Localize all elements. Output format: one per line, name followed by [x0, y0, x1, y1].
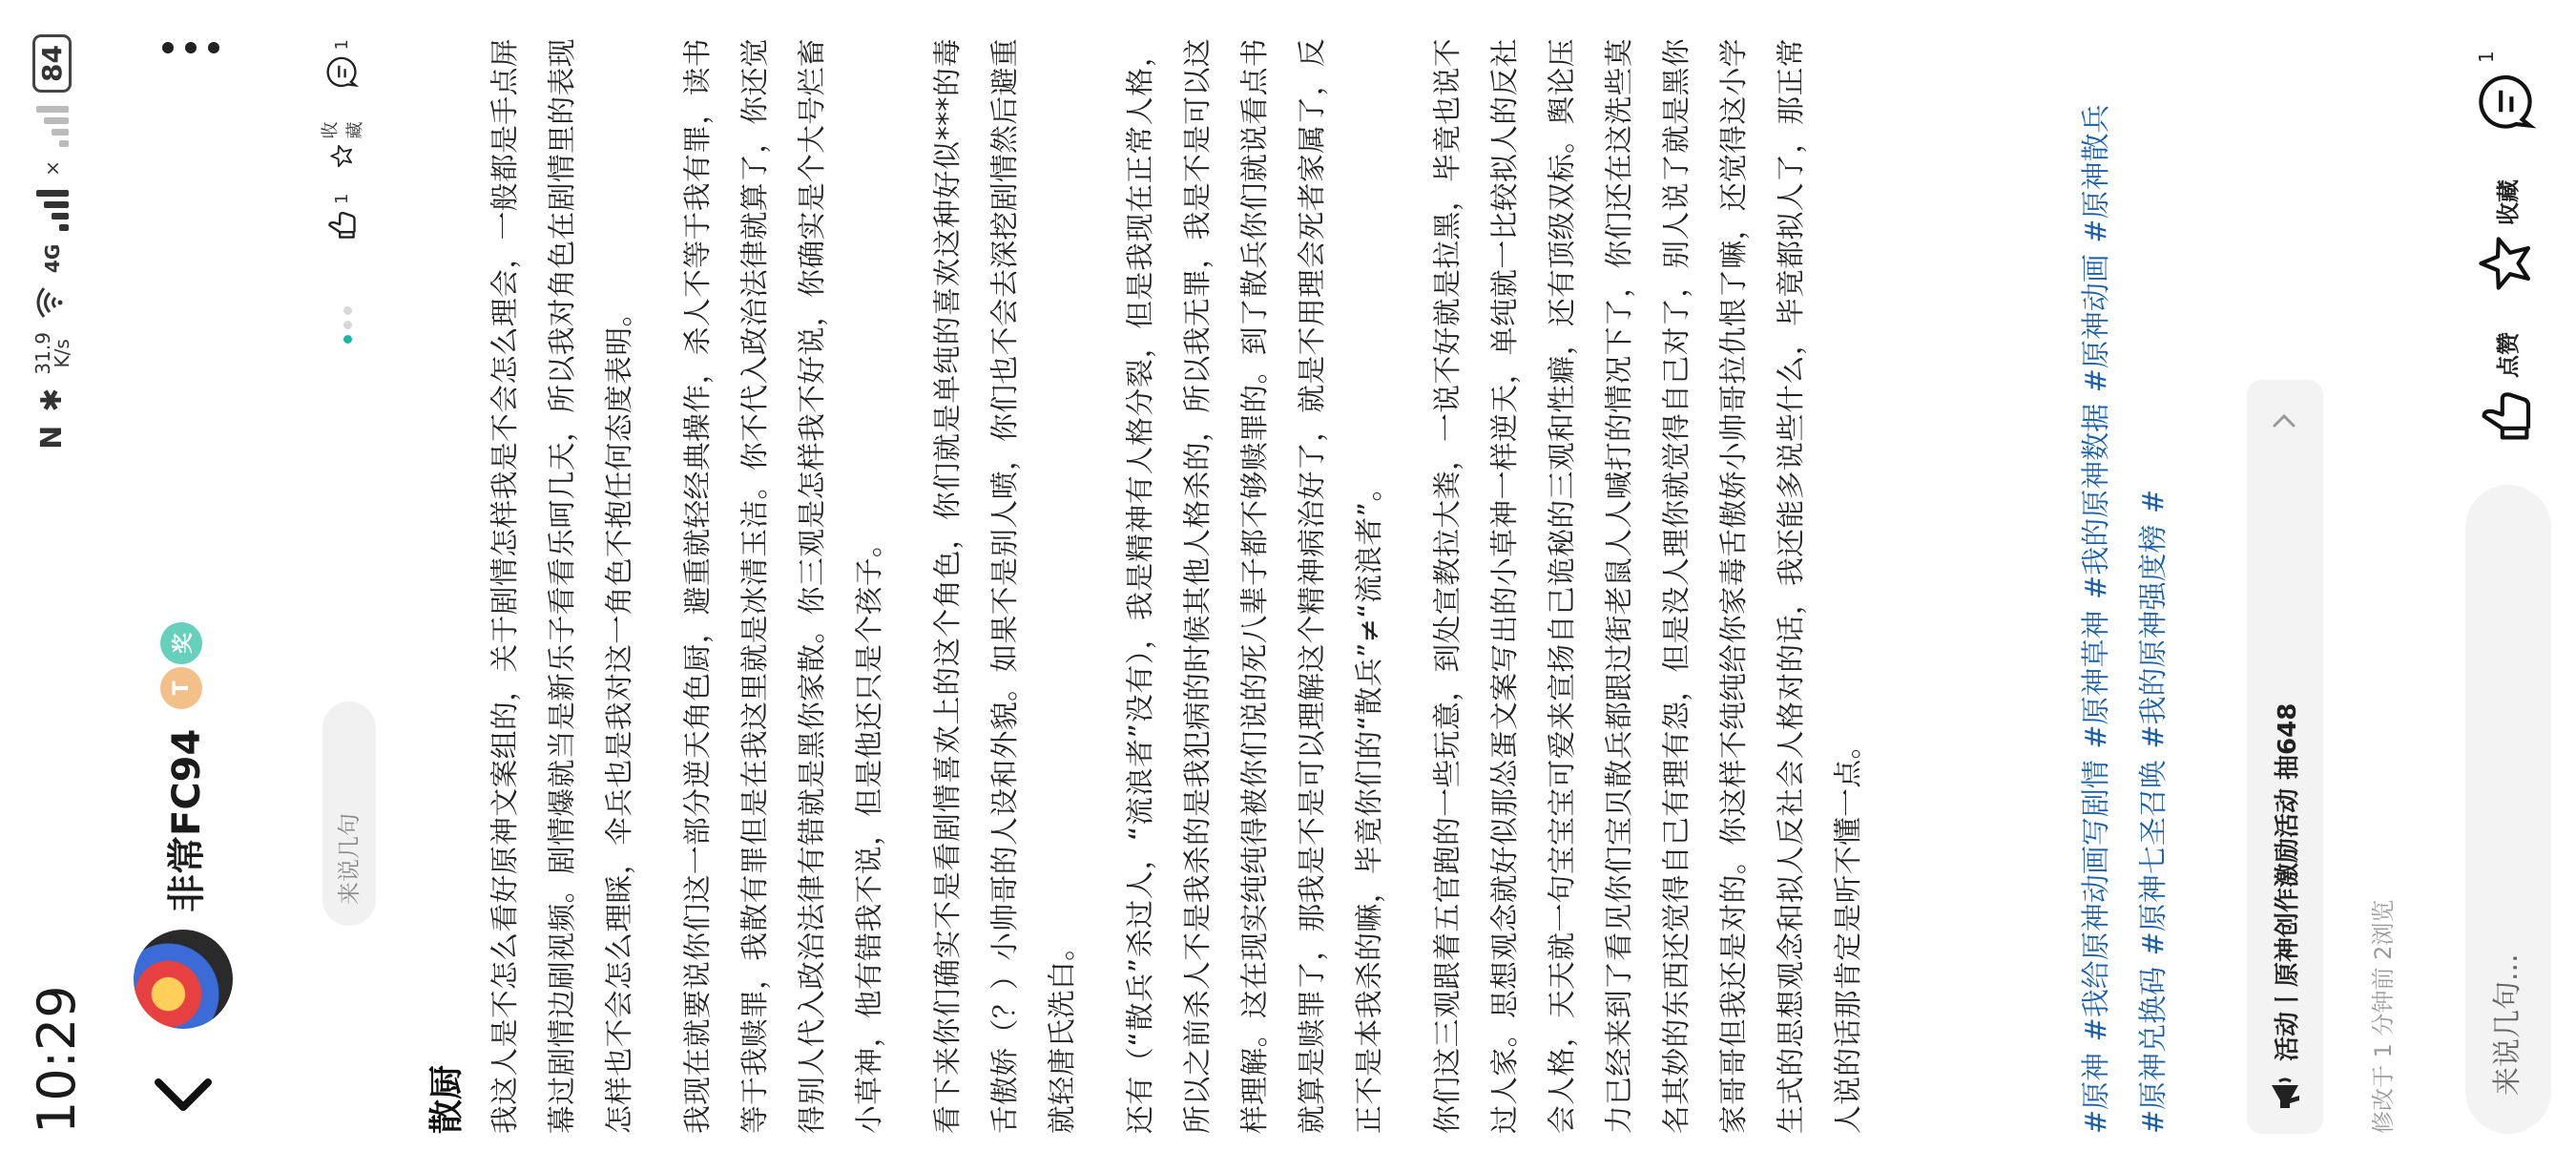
topic-tag[interactable]: #原神动画: [2080, 254, 2113, 393]
bluetooth-icon: ✱: [35, 387, 69, 412]
topic-tag[interactable]: #原神散兵: [2080, 104, 2113, 243]
topic-tag[interactable]: #我的原神强度榜: [2137, 524, 2171, 749]
star-icon: [324, 143, 359, 169]
indicator-dot: [343, 335, 352, 344]
megaphone-icon: [2266, 1075, 2304, 1113]
paragraph: 我现在就要说你们这一部分逆天角色厨，避重就轻经典操作，杀人不等于我有罪，读书等于我赎罪，我散有罪但是在我这里就是冰清玉洁。你不代入政治法律就算了，你还觉得别人代入政治法律有错就是黑你家散。你三观是怎样我不好说，你确实是个大号烂畜小草神，他有错我不说，但是他还只是个孩子。: [681, 38, 886, 1134]
post-header: [105, 0, 267, 1172]
net-speed: [33, 332, 72, 375]
video-comment-count: 1: [331, 39, 352, 51]
paragraph: 还有（“散兵”杀过人，“流浪者”没有），我是精神有人格分裂，但是我现在正常人格，所以之前杀人不是我杀的是我犯病的时候其他人格杀的，所以我无罪，我是不是可以这样理解。这在现实纯纯得被你们说的死八辈子都不够赎罪的。到了散兵你们就说看点书就算是赎罪了，那我是不是可以理解这个精神病治好了，就是不用理会死者家属了，反正不是本我杀的嘛，毕竟你们的“散兵”≠“流浪者”。: [1124, 38, 1386, 1134]
comment-count: 1: [2475, 51, 2498, 63]
star-icon: [2475, 233, 2536, 294]
indicator-dot: [343, 306, 352, 315]
comment-icon: [324, 54, 359, 89]
post-title: 散厨: [427, 1064, 467, 1134]
indicator-dot: [343, 321, 352, 329]
net-speed-unit: K/s: [50, 339, 73, 368]
video-actions: [317, 39, 366, 242]
favorite-button[interactable]: [2475, 179, 2536, 294]
dot-icon: [208, 42, 219, 53]
thumbs-up-icon: [324, 208, 359, 242]
no-signal-icon: ×: [40, 159, 64, 177]
video-like-button[interactable]: [324, 194, 359, 242]
chevron-right-icon: [2268, 405, 2300, 437]
topic-tags: [2068, 38, 2183, 1134]
back-button[interactable]: [145, 1054, 221, 1130]
username[interactable]: 非常FC94: [165, 728, 209, 912]
video-comment-input[interactable]: 来说几句: [322, 701, 376, 926]
topic-tag[interactable]: #原神兑换码: [2137, 966, 2171, 1134]
carousel-indicator: [343, 306, 352, 344]
status-icons: [32, 34, 72, 450]
topic-tag[interactable]: #我的原神数据: [2080, 403, 2113, 599]
video-fav-button[interactable]: [317, 114, 366, 169]
topic-tag[interactable]: #: [2137, 489, 2171, 513]
reward-badge: 奖: [160, 622, 202, 664]
paragraph: 看下来你们确实不是看剧情喜欢上的这个角色，你们就是单纯的喜欢这种好似***的毒舌傲娇（？）小帅哥的人设和外貌。如果不是别人喷，你们也不会去深挖剧情然后避重就轻唐氏洗白。: [931, 38, 1079, 1134]
video-card[interactable]: [298, 39, 401, 926]
topic-tag[interactable]: #原神七圣召唤: [2137, 760, 2171, 956]
video-comment-button[interactable]: [324, 39, 359, 88]
favorite-label: 收藏: [2494, 179, 2522, 225]
dot-icon: [162, 42, 174, 53]
topic-tag[interactable]: #原神草神: [2080, 610, 2113, 749]
battery-icon: 84: [32, 34, 72, 93]
paragraph: 你们这三观跟着五官跑的一些玩意，到处宣教拉大粪，一说不好就是拉黑，毕竟也说不过人家。思想观念就好似那怂蛋文案写出的小草神一样逆天，单纯就一比较拟人的反社会人格，天天就一句宝宝宝可爱来宣扬自己诡秘的三观和性癖，还有顶级双标。舆论压力已经来到了看见你们宝贝散兵都跟过街老鼠人人喊打的情况下了，你们还在这洗些莫名其妙的东西还觉得自己有理有怨，但是没人理你就觉得自己对了，别人说了就是黑你家哥哥但我还是对的。你这样不纯纯给你家毒舌傲娇小帅哥拉仇恨了嘛，还觉得这小学生式的思想观念和拟人反社会人格对的话，我还能多说些什么，毕竟都拟人了，那正常人说的话那肯定是听不懂一点。: [1431, 38, 1865, 1134]
network-type: 4G: [40, 243, 64, 274]
chevron-left-icon: [145, 1054, 221, 1130]
nfc-icon: N: [35, 425, 69, 450]
topic-tag[interactable]: #原神: [2080, 1052, 2113, 1134]
comment-icon: [2475, 71, 2536, 132]
avatar[interactable]: [134, 930, 233, 1029]
paragraph: 我这人是不怎么看好原神文案组的，关于剧情怎样我是不会怎么理会，一般都是手点屏幕过剧情边刷视频。剧情爆就当是新乐子看看乐呵几天，所以我对角色在剧情里的表现怎样也不会怎么理睬，伞兵也是我对这一角色不抱任何态度表明。: [488, 38, 636, 1134]
comment-button[interactable]: [2475, 51, 2536, 132]
like-button[interactable]: [2475, 332, 2536, 447]
bottom-bar: [2442, 0, 2576, 1172]
activity-card[interactable]: [2247, 380, 2323, 1134]
like-label: 点赞: [2494, 332, 2522, 378]
video-like-count: 1: [331, 193, 352, 204]
signal-icon: [36, 190, 69, 231]
thumbs-up-icon: [2475, 386, 2536, 447]
dot-icon: [185, 42, 197, 53]
video-fav-label: 收藏: [321, 121, 365, 139]
level-badge: T: [160, 667, 202, 709]
clock: 10:29: [27, 985, 87, 1134]
comment-input[interactable]: 来说几句...: [2465, 485, 2551, 1134]
signal-icon-2: [36, 106, 69, 147]
status-bar: [0, 0, 105, 1172]
activity-label: 活动丨原神创作激励活动 抽648: [2274, 702, 2302, 1061]
post-meta: 修改于 1 分钟前 2浏览: [2370, 899, 2397, 1134]
wifi-icon: [34, 286, 71, 319]
topic-tag[interactable]: #我给原神动画写剧情: [2080, 760, 2113, 1042]
net-speed-value: 31.9: [31, 332, 54, 375]
post-content: [477, 38, 1899, 1134]
more-options-button[interactable]: [162, 34, 219, 53]
